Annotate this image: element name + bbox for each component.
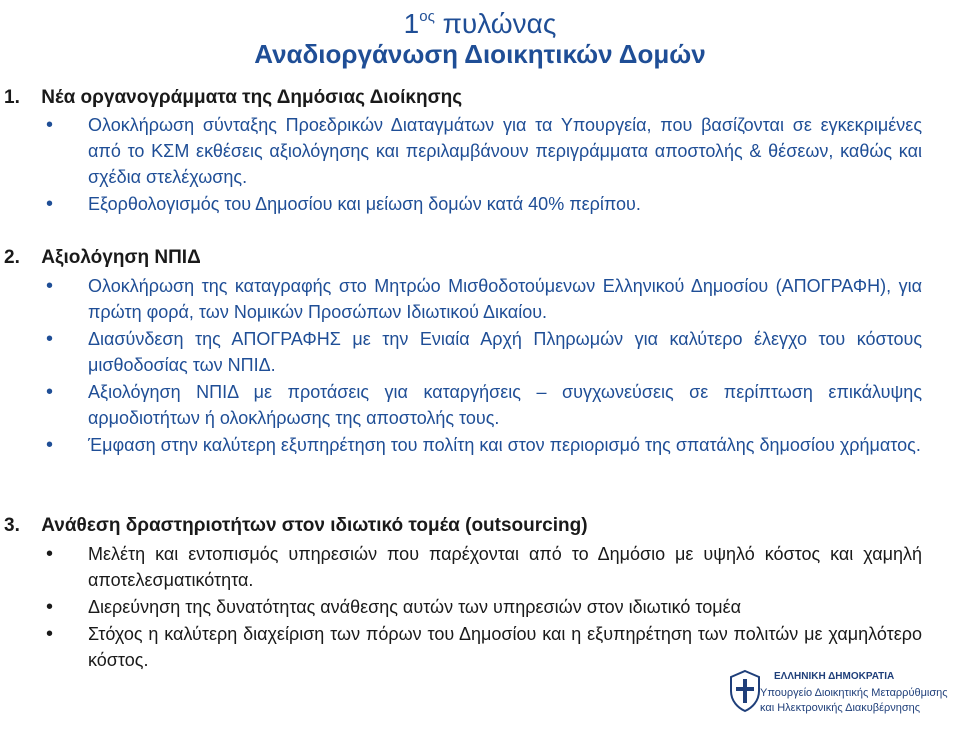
logo-ministry-line-1: Υπουργείο Διοικητικής Μεταρρύθμισης [760,687,948,699]
section-3-bullet-1: • Μελέτη και εντοπισμός υπηρεσιών που παρέχονται από το Δημόσιο με υψηλό κόστος και χαμηλή αποτελεσματικότητα. [88,541,922,593]
logo-ministry-line-2: και Ηλεκτρονικής Διακυβέρνησης [760,702,921,714]
section-3-number: 3. [4,515,20,536]
section-3-title: Ανάθεση δραστηριοτήτων στον ιδιωτικό τομέα (outsourcing) [41,515,588,536]
pillar-number: 1 [403,8,420,39]
section-3-heading [4,514,588,538]
slide-subtitle: Αναδιοργάνωση Διοικητικών Δομών [254,39,706,69]
greek-republic-emblem-icon [728,669,762,713]
section-3-bullet-2: • Διερεύνηση της δυνατότητας ανάθεσης αυτών των υπηρεσιών στον ιδιωτικό τομέα [88,594,922,620]
ministry-logo [716,665,956,727]
section-1-bullet-1: • Ολοκλήρωση σύνταξης Προεδρικών Διαταγμάτων για τα Υπουργεία, που βασίζονται σε εγκεκριμένες από το ΚΣΜ εκθέσεις αξιολόγησης και περιλαμβάνουν περιγράμματα αποστολής & θέσεων, καθώς και σχέδια στελέχωσης. [88,112,922,190]
section-3-bullet-3: • Στόχος η καλύτερη διαχείριση των πόρων του Δημοσίου και η εξυπηρέτηση των πολιτών με χαμηλότερο κόστος. [88,621,922,673]
section-2-bullet-3: • Αξιολόγηση ΝΠΙΔ με προτάσεις για καταργήσεις – συγχωνεύσεις σε περίπτωση επικάλυψης αρμοδιοτήτων ή ολοκλήρωσης της αποστολής τους. [88,379,922,431]
section-2-bullet-4: • Έμφαση στην καλύτερη εξυπηρέτηση του πολίτη και στον περιορισμό της σπατάλης δημοσίου χρήματος. [88,432,922,458]
section-1-heading [4,86,462,110]
section-1-number: 1. [4,87,20,108]
pillar-word: πυλώνας [442,8,557,39]
section-2-bullet-2: • Διασύνδεση της ΑΠΟΓΡΑΦΗΣ με την Ενιαία Αρχή Πληρωμών για καλύτερο έλεγχο του κόστους μισθοδοσίας των ΝΠΙΔ. [88,326,922,378]
section-1-title: Νέα οργανογράμματα της Δημόσιας Διοίκησης [41,87,463,108]
section-2-bullet-1: • Ολοκλήρωση της καταγραφής στο Μητρώο Μισθοδοτούμενων Ελληνικού Δημοσίου (ΑΠΟΓΡΑΦΗ), για πρώτη φορά, των Νομικών Προσώπων Ιδιωτικού Δικαίου. [88,273,922,325]
section-2-heading [4,246,201,270]
pillar-title [0,0,960,41]
section-1-bullet-2: • Εξορθολογισμός του Δημοσίου και μείωση δομών κατά 40% περίπου. [88,191,922,217]
pillar-ordinal-suffix: ος [419,8,435,25]
logo-country-name: ΕΛΛΗΝΙΚΗ ΔΗΜΟΚΡΑΤΙΑ [774,671,895,682]
section-2-number: 2. [4,247,20,268]
section-2-title: Αξιολόγηση ΝΠΙΔ [41,247,201,268]
